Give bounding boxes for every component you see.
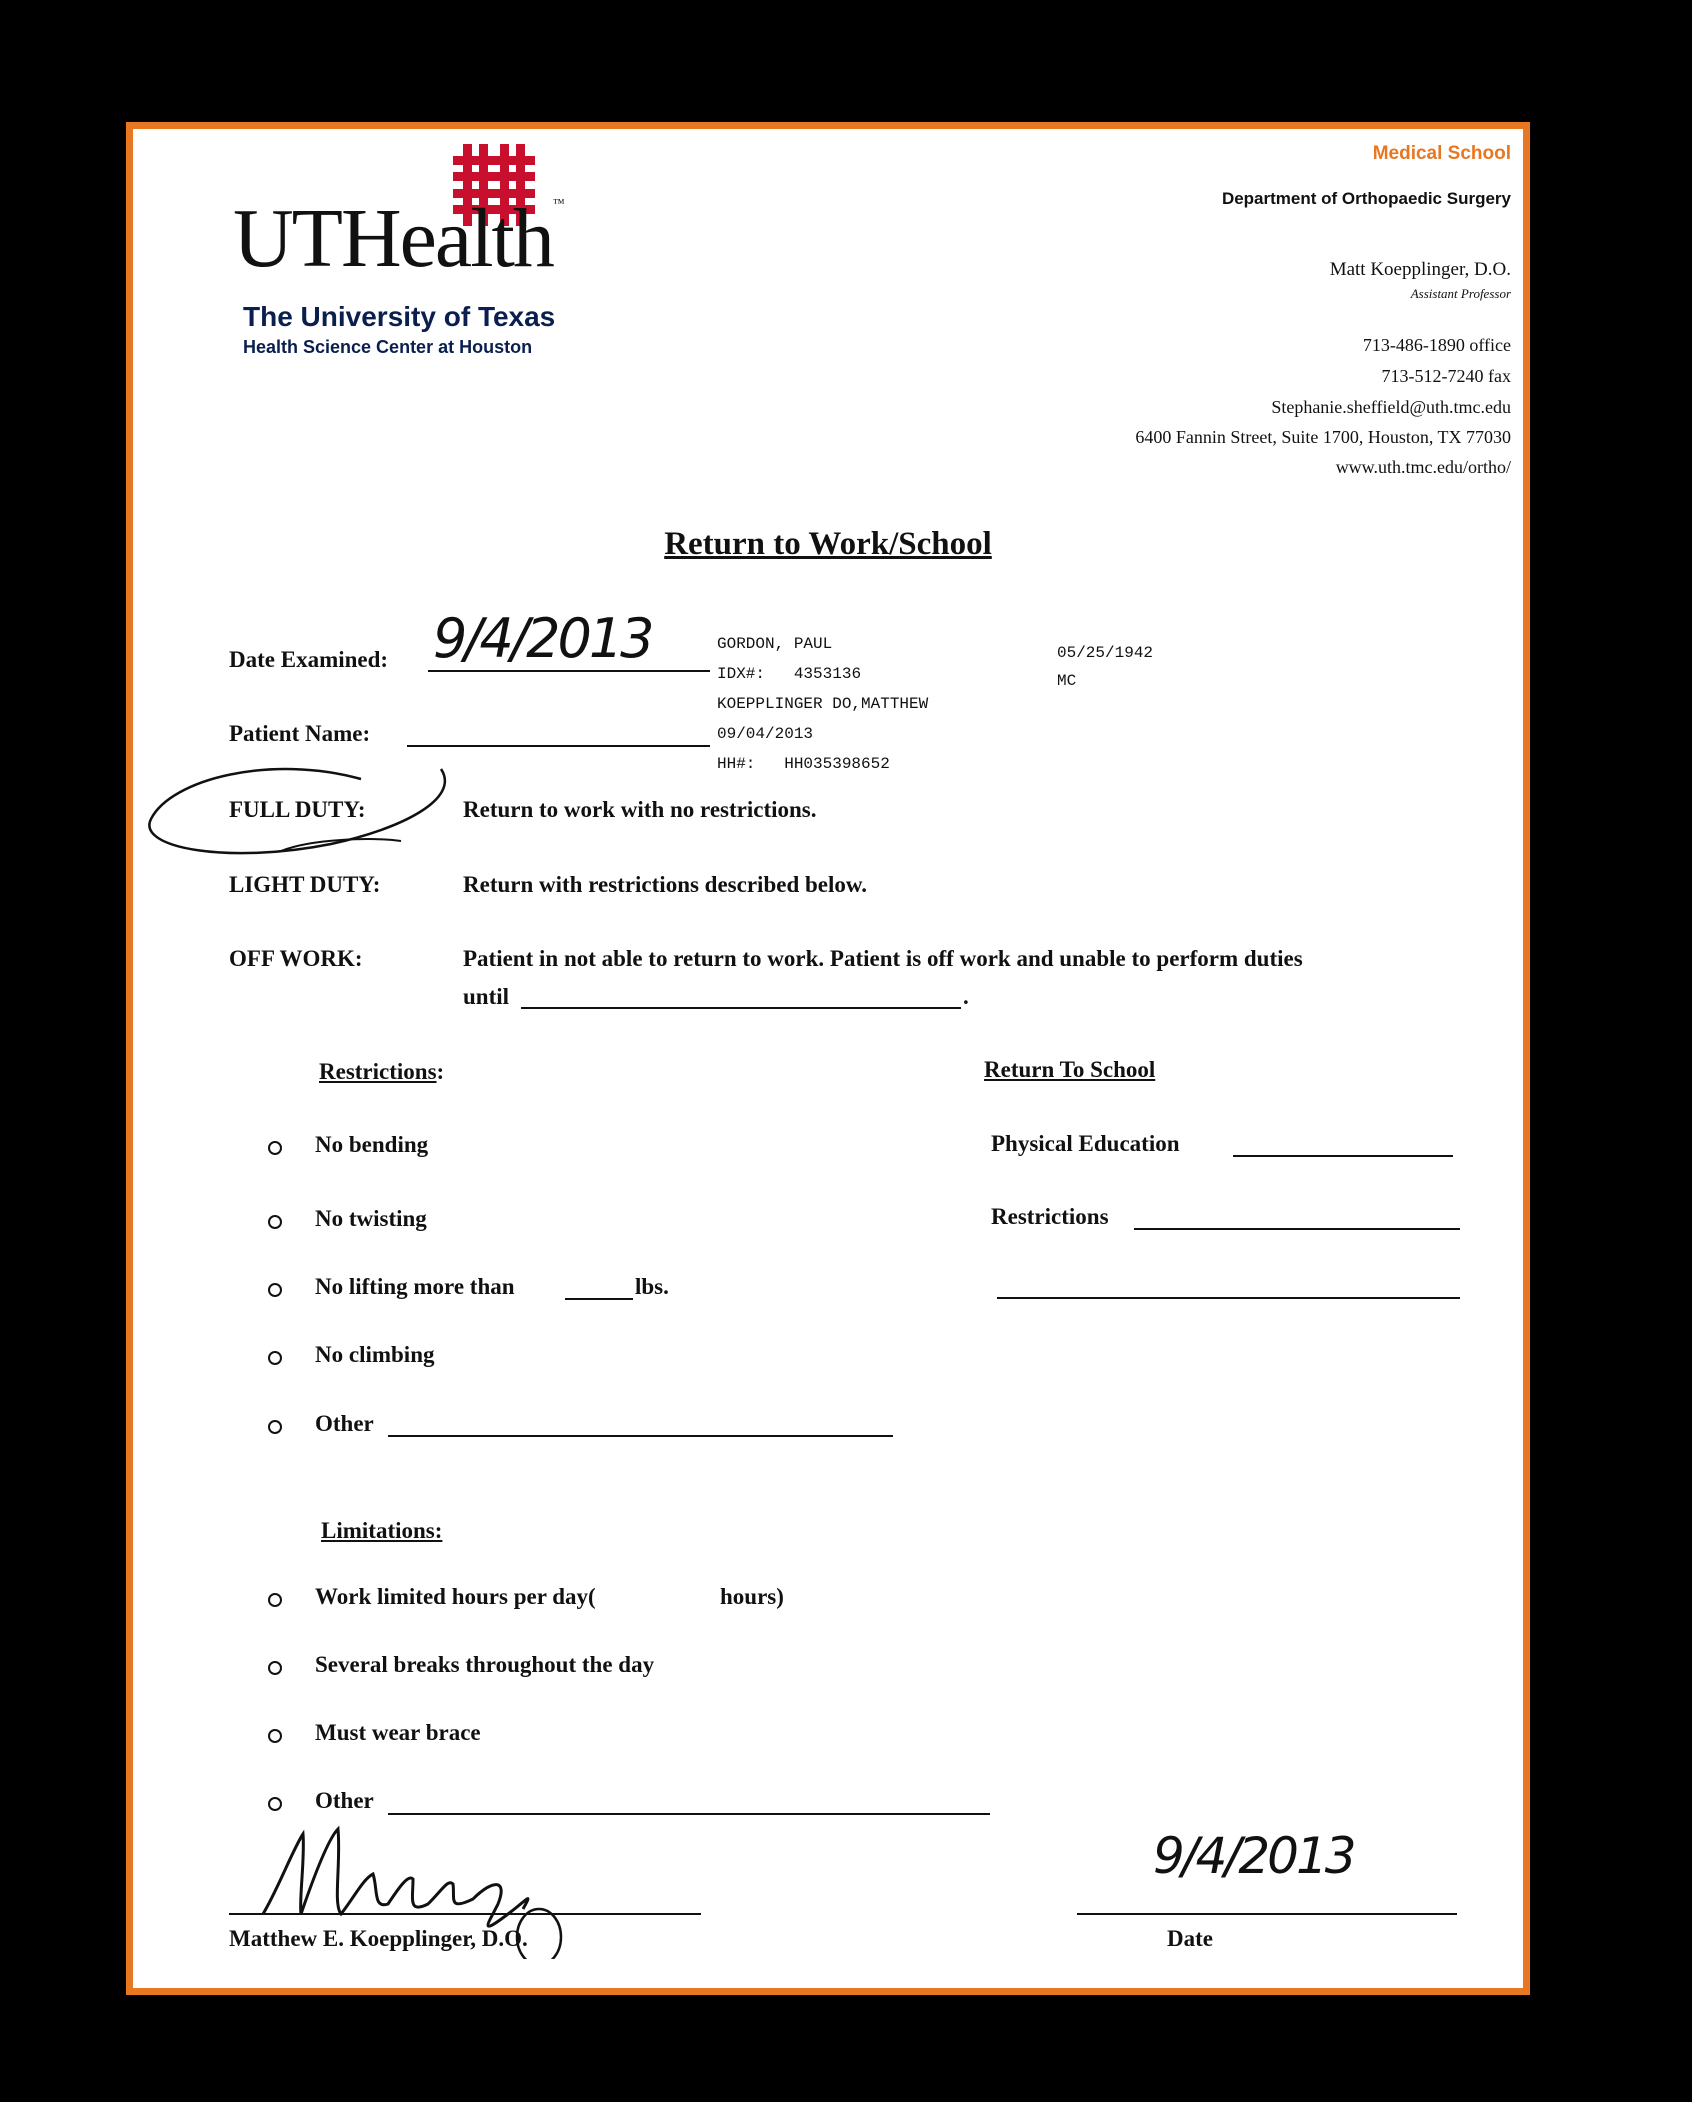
limitation-bullet-3 bbox=[268, 1729, 282, 1743]
off-work-text: Patient in not able to return to work. Patient is off work and unable to perform duties bbox=[463, 946, 1303, 971]
restriction-lifting-line bbox=[565, 1298, 633, 1300]
date-examined-line bbox=[428, 670, 710, 672]
light-duty-text: Return with restrictions described below. bbox=[463, 872, 867, 897]
sticker-hh-label: HH#: bbox=[717, 755, 756, 773]
limitation-several-breaks: Several breaks throughout the day bbox=[315, 1652, 655, 1677]
off-work-period: . bbox=[963, 984, 969, 1009]
sticker-idx bbox=[717, 659, 928, 689]
limitation-other: Other bbox=[315, 1788, 374, 1813]
off-work-label: OFF WORK: bbox=[229, 946, 363, 971]
signer-name: Matthew E. Koepplinger, D.O. bbox=[229, 1926, 528, 1951]
limitation-must-wear-brace: Must wear brace bbox=[315, 1720, 481, 1745]
school-restrictions-label: Restrictions bbox=[991, 1204, 1109, 1229]
sticker-idx-label: IDX#: bbox=[717, 665, 766, 683]
physical-education-label: Physical Education bbox=[991, 1131, 1180, 1156]
restriction-no-bending: No bending bbox=[315, 1132, 429, 1157]
phone-office: 713-486-1890 office bbox=[1362, 335, 1511, 355]
date-examined-handwritten: 9/4/2013 bbox=[433, 607, 652, 670]
limitations-heading: Limitations: bbox=[321, 1518, 443, 1543]
website: www.uth.tmc.edu/ortho/ bbox=[1335, 457, 1511, 477]
sticker-hh bbox=[717, 749, 928, 779]
restrictions-heading-text: Restrictions bbox=[319, 1059, 437, 1084]
restriction-bullet-3 bbox=[268, 1283, 282, 1297]
limitation-other-line bbox=[388, 1813, 990, 1815]
school-restrictions-line bbox=[1134, 1228, 1460, 1230]
return-to-school-heading: Return To School bbox=[984, 1057, 1156, 1082]
physical-education-line bbox=[1233, 1155, 1453, 1157]
sticker-provider: KOEPPLINGER DO,MATTHEW bbox=[717, 695, 929, 713]
department-name: Department of Orthopaedic Surgery bbox=[1221, 189, 1511, 208]
full-duty-text: Return to work with no restrictions. bbox=[463, 797, 817, 822]
logo-wordmark bbox=[233, 192, 563, 285]
patient-name-line bbox=[407, 745, 710, 747]
off-work-until-line bbox=[521, 1007, 961, 1009]
restriction-other-line bbox=[388, 1435, 893, 1437]
logo-center: Health Science Center at Houston bbox=[243, 337, 533, 357]
date-examined-label: Date Examined: bbox=[229, 647, 389, 672]
full-duty-circle-mark bbox=[141, 749, 471, 864]
sticker-dob: 05/25/1942 bbox=[1057, 644, 1154, 662]
restriction-bullet-1 bbox=[268, 1141, 282, 1155]
patient-sticker bbox=[717, 629, 928, 779]
signature-date-handwritten: 9/4/2013 bbox=[1153, 1827, 1354, 1885]
sticker-name: GORDON, PAUL bbox=[717, 635, 833, 653]
restrictions-heading-colon: : bbox=[436, 1059, 445, 1084]
logo-university: The University of Texas bbox=[243, 301, 556, 332]
light-duty-label: LIGHT DUTY: bbox=[229, 872, 381, 897]
off-work-until: until bbox=[463, 984, 510, 1009]
form-page bbox=[126, 122, 1530, 1995]
restriction-no-climbing: No climbing bbox=[315, 1342, 435, 1367]
patient-name-label: Patient Name: bbox=[229, 721, 371, 746]
email: Stephanie.sheffield@uth.tmc.edu bbox=[1271, 397, 1511, 417]
logo-tm: ™ bbox=[552, 196, 563, 210]
sticker-hh-value: HH035398652 bbox=[784, 755, 890, 773]
full-duty-label: FULL DUTY: bbox=[229, 797, 366, 822]
sticker-right bbox=[1057, 639, 1153, 695]
logo-wordmark-text: UTHealth bbox=[233, 192, 553, 285]
signature-line bbox=[229, 1913, 701, 1915]
doctor-title: Assistant Professor bbox=[1410, 286, 1511, 301]
phone-fax: 713-512-7240 fax bbox=[1381, 366, 1511, 386]
restriction-bullet-4 bbox=[268, 1351, 282, 1365]
sticker-idx-value: 4353136 bbox=[793, 665, 862, 683]
limitation-hours-suffix: hours) bbox=[720, 1584, 784, 1609]
school-restrictions-line-2 bbox=[997, 1297, 1460, 1299]
restriction-no-twisting: No twisting bbox=[315, 1206, 427, 1231]
school-name: Medical School bbox=[1372, 143, 1511, 164]
restrictions-heading bbox=[319, 1059, 444, 1085]
restriction-lbs: lbs. bbox=[635, 1274, 669, 1299]
limitation-bullet-4 bbox=[268, 1797, 282, 1811]
restriction-other: Other bbox=[315, 1411, 374, 1436]
restriction-no-lifting: No lifting more than bbox=[315, 1274, 515, 1299]
address: 6400 Fannin Street, Suite 1700, Houston, TX 77030 bbox=[1135, 427, 1511, 447]
restriction-bullet-5 bbox=[268, 1420, 282, 1434]
date-line bbox=[1077, 1913, 1457, 1915]
form-title: Return to Work/School bbox=[664, 526, 992, 562]
limitation-bullet-2 bbox=[268, 1661, 282, 1675]
sticker-code: MC bbox=[1057, 672, 1077, 690]
restriction-bullet-2 bbox=[268, 1215, 282, 1229]
sticker-visit-date: 09/04/2013 bbox=[717, 725, 814, 743]
limitation-bullet-1 bbox=[268, 1593, 282, 1607]
doctor-name: Matt Koepplinger, D.O. bbox=[1329, 259, 1511, 280]
date-label: Date bbox=[1167, 1926, 1213, 1951]
limitation-limited-hours: Work limited hours per day( bbox=[315, 1584, 596, 1609]
